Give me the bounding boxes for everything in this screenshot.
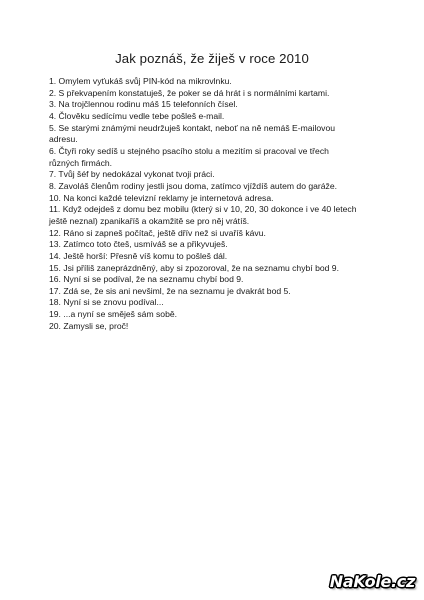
site-watermark-logo: NaKole.cz (329, 572, 415, 591)
list-item: 12. Ráno si zapneš počítač, ještě dřív než si uvaříš kávu. (49, 227, 266, 238)
list-item: 14. Ještě horší: Přesně víš komu to pošleš dál. (49, 250, 228, 261)
list-item: 8. Zavoláš členům rodiny jestli jsou doma, zatímco vjíždíš autem do garáže. (49, 180, 338, 191)
list-item: 17. Zdá se, že sis ani nevšiml, že na seznamu je dvakrát bod 5. (49, 285, 291, 296)
list-item: 3. Na trojčlennou rodinu máš 15 telefonních čísel. (49, 99, 238, 110)
list-item: 4. Člověku sedícímu vedle tebe pošleš e-mail. (49, 110, 225, 121)
item-list (49, 76, 361, 332)
list-item: 7. Tvůj šéf by nedokázal vykonat tvoji práci. (49, 169, 215, 180)
list-item: 11. Když odejdeš z domu bez mobilu (který si v 10, 20, 30 dokonce i ve 40 letech ještě neznal) zpanikaříš a okamžitě se pro něj vrátíš. (49, 204, 357, 226)
list-item: 19. ...a nyní se směješ sám sobě. (49, 309, 178, 320)
list-item: 10. Na konci každé televizní reklamy je internetová adresa. (49, 192, 274, 203)
list-item: 13. Zatímco toto čteš, usmíváš se a přikyvuješ. (49, 239, 228, 250)
list-item: 16. Nyní si se podíval, že na seznamu chybí bod 9. (49, 274, 244, 285)
list-item: 20. Zamysli se, proč! (49, 320, 129, 331)
list-item: 1. Omylem vyťukáš svůj PIN-kód na mikrovlnku. (49, 76, 232, 86)
list-item: 15. Jsi příliš zaneprázdněný, aby si zpozoroval, že na seznamu chybí bod 9. (49, 262, 339, 273)
list-item: 18. Nyní si se znovu podíval... (49, 297, 164, 308)
list-item: 6. Čtyři roky sedíš u stejného psacího stolu a mezitím si pracoval ve třech různých firmách. (49, 145, 329, 168)
document-title: Jak poznáš, že žiješ v roce 2010 (115, 51, 309, 66)
list-item: 5. Se starými známými neudržuješ kontakt, neboť na ně nemáš E-mailovou adresu. (49, 122, 335, 145)
list-item: 2. S překvapením konstatuješ, že poker se dá hrát i s normálními kartami. (49, 87, 330, 98)
